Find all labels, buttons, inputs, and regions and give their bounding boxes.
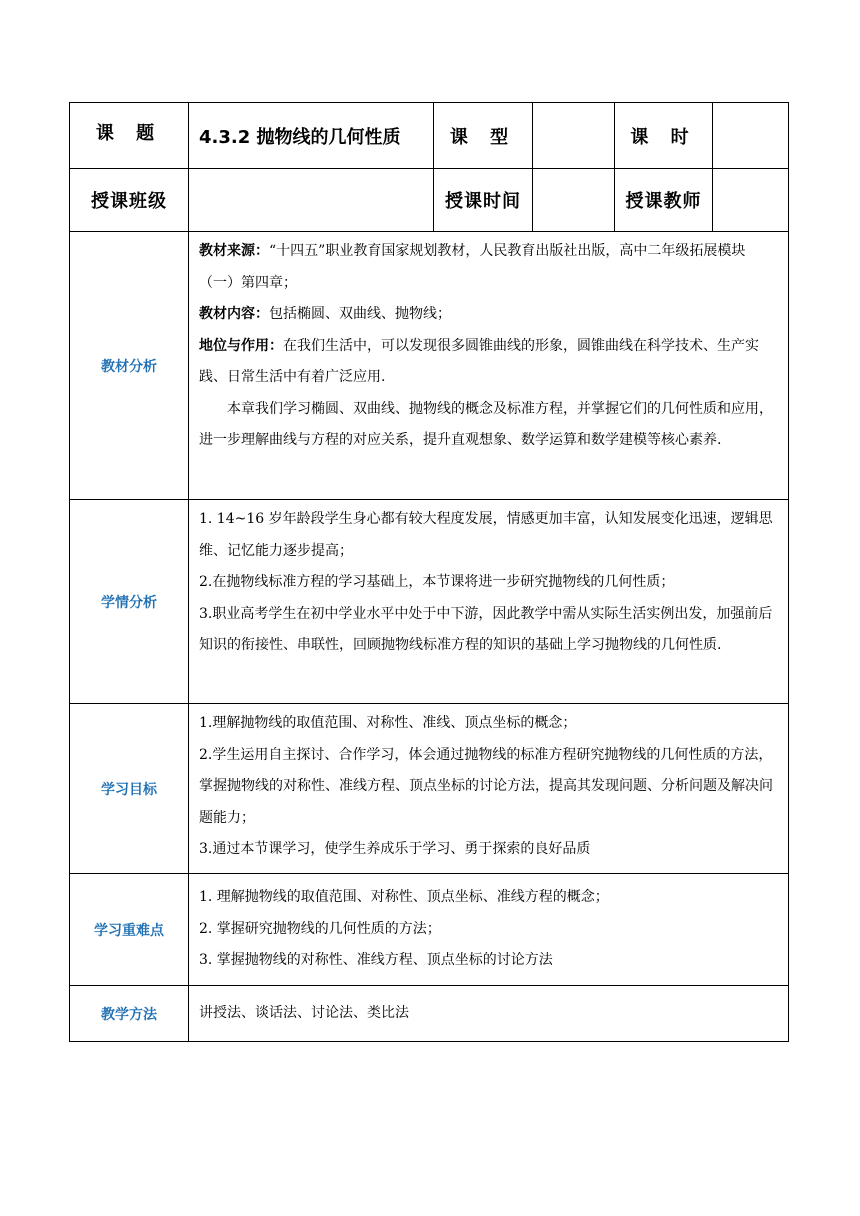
students-row bbox=[70, 500, 789, 704]
material-role-label: 地位与作用： bbox=[199, 337, 283, 354]
material-content-label: 教材内容： bbox=[199, 306, 269, 322]
material-source-label: 教材来源： bbox=[199, 243, 269, 259]
material-content-text: 包括椭圆、双曲线、抛物线； bbox=[269, 306, 451, 322]
goals-item: 2.学生运用自主探讨、合作学习，体会通过抛物线的标准方程研究抛物线的几何性质的方法，掌握抛物线的对称性、准线方程、顶点坐标的讨论方法，提高其发现问题、分析问题及解决问题能力； bbox=[199, 746, 773, 826]
methods-content bbox=[189, 986, 789, 1042]
students-label: 学情分析 bbox=[70, 500, 189, 704]
material-content-line bbox=[199, 299, 780, 331]
material-label: 教材分析 bbox=[70, 232, 189, 500]
students-item: 2.在抛物线标准方程的学习基础上，本节课将进一步研究抛物线的几何性质； bbox=[199, 574, 675, 590]
lesson-plan-table bbox=[69, 102, 789, 1042]
keypoints-item: 2. 掌握研究抛物线的几何性质的方法； bbox=[199, 920, 441, 937]
topic-value: 4.3.2 抛物线的几何性质 bbox=[189, 103, 434, 169]
material-paragraph: 本章我们学习椭圆、双曲线、抛物线的概念及标准方程，并掌握它们的几何性质和应用，进一步理解曲线与方程的对应关系，提升直观想象、数学运算和数学建模等核心素养. bbox=[199, 400, 773, 448]
material-role bbox=[199, 331, 780, 394]
keypoints-item: 1. 理解抛物线的取值范围、对称性、顶点坐标、准线方程的概念； bbox=[199, 889, 609, 905]
material-source-text: “十四五”职业教育国家规划教材，人民教育出版社出版，高中二年级拓展模块（一）第四章； bbox=[199, 243, 746, 291]
goals-content bbox=[189, 704, 789, 874]
teacher-label: 授课教师 bbox=[615, 169, 713, 232]
keypoints-content bbox=[189, 874, 789, 986]
goals-item: 1.理解抛物线的取值范围、对称性、准线、顶点坐标的概念； bbox=[199, 715, 577, 731]
hours-value bbox=[713, 103, 789, 169]
time-value bbox=[533, 169, 615, 232]
material-role-text: 在我们生活中，可以发现很多圆锥曲线的形象，圆锥曲线在科学技术、生产实践、日常生活中有着广泛应用. bbox=[199, 337, 759, 385]
time-label: 授课时间 bbox=[434, 169, 533, 232]
methods-row bbox=[70, 986, 789, 1042]
goals-row bbox=[70, 704, 789, 874]
type-value bbox=[533, 103, 615, 169]
hours-label: 课 时 bbox=[615, 103, 713, 169]
goals-item: 3.通过本节课学习，使学生养成乐于学习、勇于探索的良好品质 bbox=[199, 841, 591, 857]
topic-label: 课 题 bbox=[70, 103, 189, 169]
students-content bbox=[189, 500, 789, 704]
keypoints-row bbox=[70, 874, 789, 986]
keypoints-label: 学习重难点 bbox=[70, 874, 189, 986]
keypoints-item: 3. 掌握抛物线的对称性、准线方程、顶点坐标的讨论方法 bbox=[199, 952, 553, 968]
students-item: 3.职业高考学生在初中学业水平中处于中下游，因此教学中需从实际生活实例出发，加强前后知识的衔接性、串联性，回顾抛物线标准方程的知识的基础上学习抛物线的几何性质. bbox=[199, 605, 773, 653]
type-label: 课 型 bbox=[434, 103, 533, 169]
material-content bbox=[189, 232, 789, 500]
header-row-2 bbox=[70, 169, 789, 232]
methods-label: 教学方法 bbox=[70, 986, 189, 1042]
students-item: 1. 14~16 岁年龄段学生身心都有较大程度发展，情感更加丰富，认知发展变化迅速，逻辑思维、记忆能力逐步提高； bbox=[199, 511, 773, 559]
header-row-1 bbox=[70, 103, 789, 169]
goals-label: 学习目标 bbox=[70, 704, 189, 874]
class-label: 授课班级 bbox=[70, 169, 189, 232]
methods-text: 讲授法、谈话法、讨论法、类比法 bbox=[199, 1004, 409, 1021]
material-row bbox=[70, 232, 789, 500]
class-value bbox=[189, 169, 434, 232]
teacher-value bbox=[713, 169, 789, 232]
material-source bbox=[199, 236, 780, 299]
